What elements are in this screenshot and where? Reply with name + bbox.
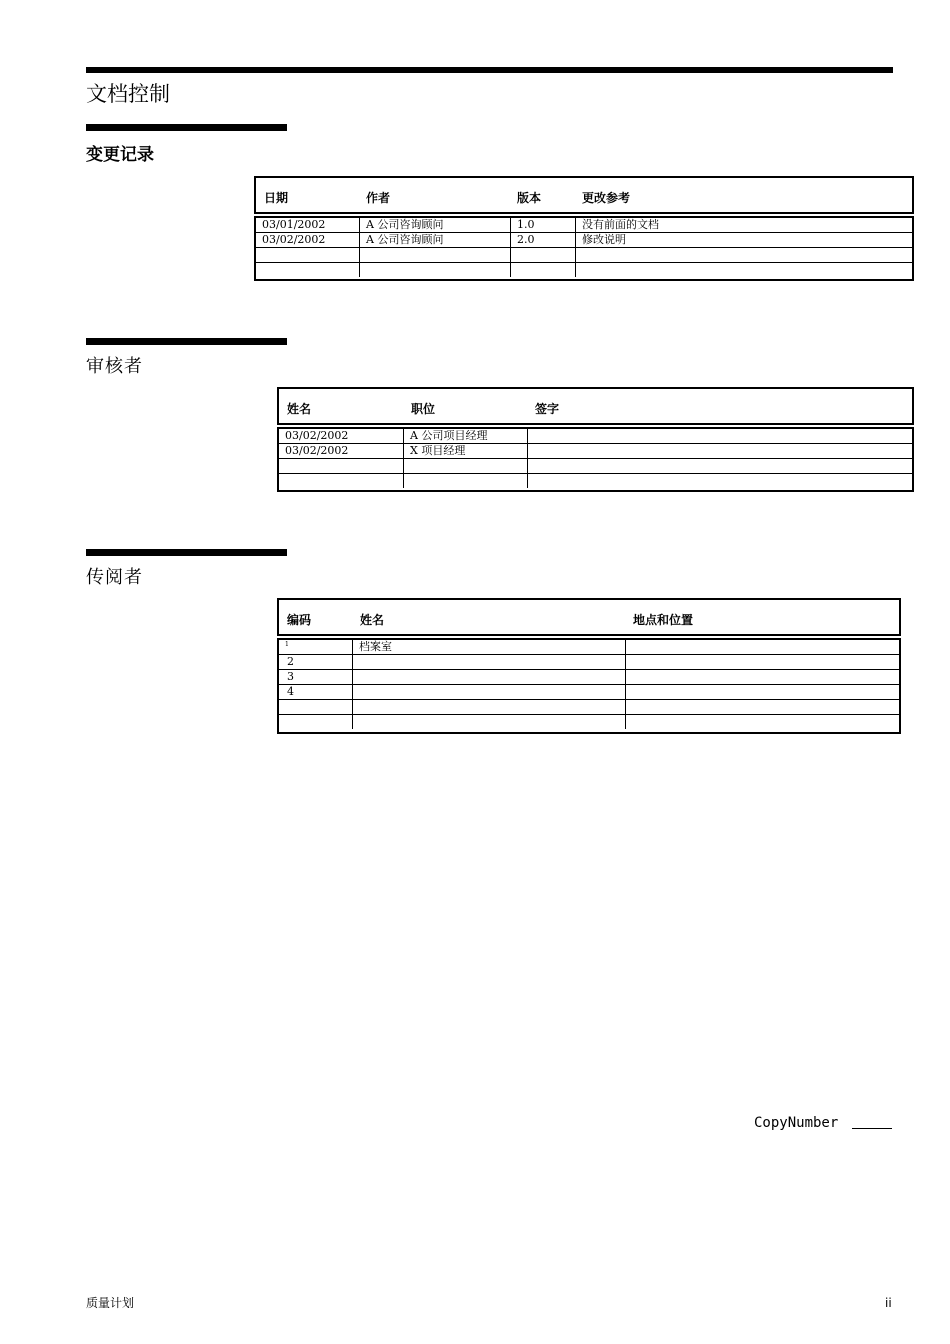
table-row <box>256 218 912 232</box>
table-cell: 1.0 <box>510 218 575 232</box>
table-cell: 03/01/2002 <box>262 218 326 231</box>
table-cell: A 公司咨询顾问 <box>359 218 510 232</box>
table-cell <box>403 474 527 488</box>
table-cell <box>625 670 899 684</box>
column-header: 地点和位置 <box>633 613 694 627</box>
table-cell <box>352 670 625 684</box>
column-header: 职位 <box>411 402 436 416</box>
table-cell <box>527 429 912 443</box>
column-header: 作者 <box>366 191 391 205</box>
table-cell: 03/02/2002 <box>262 233 326 246</box>
table-cell <box>352 685 625 699</box>
table-cell: A 公司咨询顾问 <box>359 233 510 247</box>
table-cell <box>625 685 899 699</box>
column-header: 更改参考 <box>582 191 631 205</box>
table-cell <box>352 655 625 669</box>
table-cell <box>625 715 899 729</box>
table-cell: 1 <box>285 641 289 648</box>
table-cell <box>510 248 575 262</box>
table-cell: 3 <box>287 670 294 683</box>
distribution-table <box>277 598 901 698</box>
table-header <box>254 176 914 214</box>
reviewers-heading: 审核者 <box>86 356 143 377</box>
table-row <box>256 247 912 262</box>
table-cell <box>625 640 899 654</box>
table-cell: A 公司项目经理 <box>403 429 527 443</box>
table-cell <box>256 248 359 262</box>
table-cell <box>510 263 575 277</box>
table-row <box>279 669 899 684</box>
table-cell <box>279 700 352 714</box>
table-cell: 4 <box>287 685 294 698</box>
table-row <box>279 714 899 729</box>
table-cell <box>625 655 899 669</box>
table-row <box>256 262 912 277</box>
table-cell <box>279 474 403 488</box>
distribution-heading: 传阅者 <box>86 567 143 588</box>
table-row <box>279 654 899 669</box>
table-row <box>279 443 912 458</box>
table-cell: 2.0 <box>510 233 575 247</box>
table-cell: 2 <box>287 655 294 668</box>
change-record-heading: 变更记录 <box>86 145 154 165</box>
table-cell: 没有前面的文档 <box>575 218 912 232</box>
table-cell <box>575 263 912 277</box>
table-cell: 修改说明 <box>575 233 912 247</box>
table-cell: 档案室 <box>352 640 625 654</box>
table-row <box>279 458 912 473</box>
table-cell <box>279 459 403 473</box>
column-header: 签字 <box>535 402 560 416</box>
table-cell <box>352 715 625 729</box>
table-body <box>254 216 914 281</box>
column-header: 日期 <box>264 191 289 205</box>
table-row <box>279 429 912 443</box>
table-header <box>277 387 914 425</box>
reviewers-table <box>277 387 914 457</box>
copy-number-label: CopyNumber <box>754 1115 839 1131</box>
column-header: 版本 <box>517 191 542 205</box>
table-cell: X 项目经理 <box>403 444 527 458</box>
change-record-table <box>254 176 914 246</box>
table-cell <box>575 248 912 262</box>
table-cell <box>527 444 912 458</box>
table-cell: 03/02/2002 <box>285 444 349 457</box>
section-rule <box>86 549 287 556</box>
footer-doc-title: 质量计划 <box>86 1296 135 1310</box>
table-cell <box>527 474 912 488</box>
table-cell: 03/02/2002 <box>285 429 349 442</box>
table-body <box>277 638 901 734</box>
table-cell <box>256 263 359 277</box>
table-cell <box>279 715 352 729</box>
footer-page-number: ii <box>885 1296 892 1310</box>
table-header <box>277 598 901 636</box>
page-title: 文档控制 <box>86 82 170 106</box>
table-cell <box>625 700 899 714</box>
table-cell <box>527 459 912 473</box>
column-header: 编码 <box>287 613 312 627</box>
copy-number-blank <box>852 1128 892 1129</box>
table-body <box>277 427 914 492</box>
table-row <box>279 699 899 714</box>
table-row <box>256 232 912 247</box>
column-header: 姓名 <box>360 613 385 627</box>
table-cell <box>403 459 527 473</box>
table-cell <box>359 248 510 262</box>
top-rule <box>86 67 893 73</box>
table-cell <box>359 263 510 277</box>
column-header: 姓名 <box>287 402 312 416</box>
section-rule <box>86 124 287 131</box>
table-row <box>279 473 912 488</box>
section-rule <box>86 338 287 345</box>
table-row <box>279 684 899 699</box>
table-row <box>279 640 899 654</box>
table-cell <box>352 700 625 714</box>
